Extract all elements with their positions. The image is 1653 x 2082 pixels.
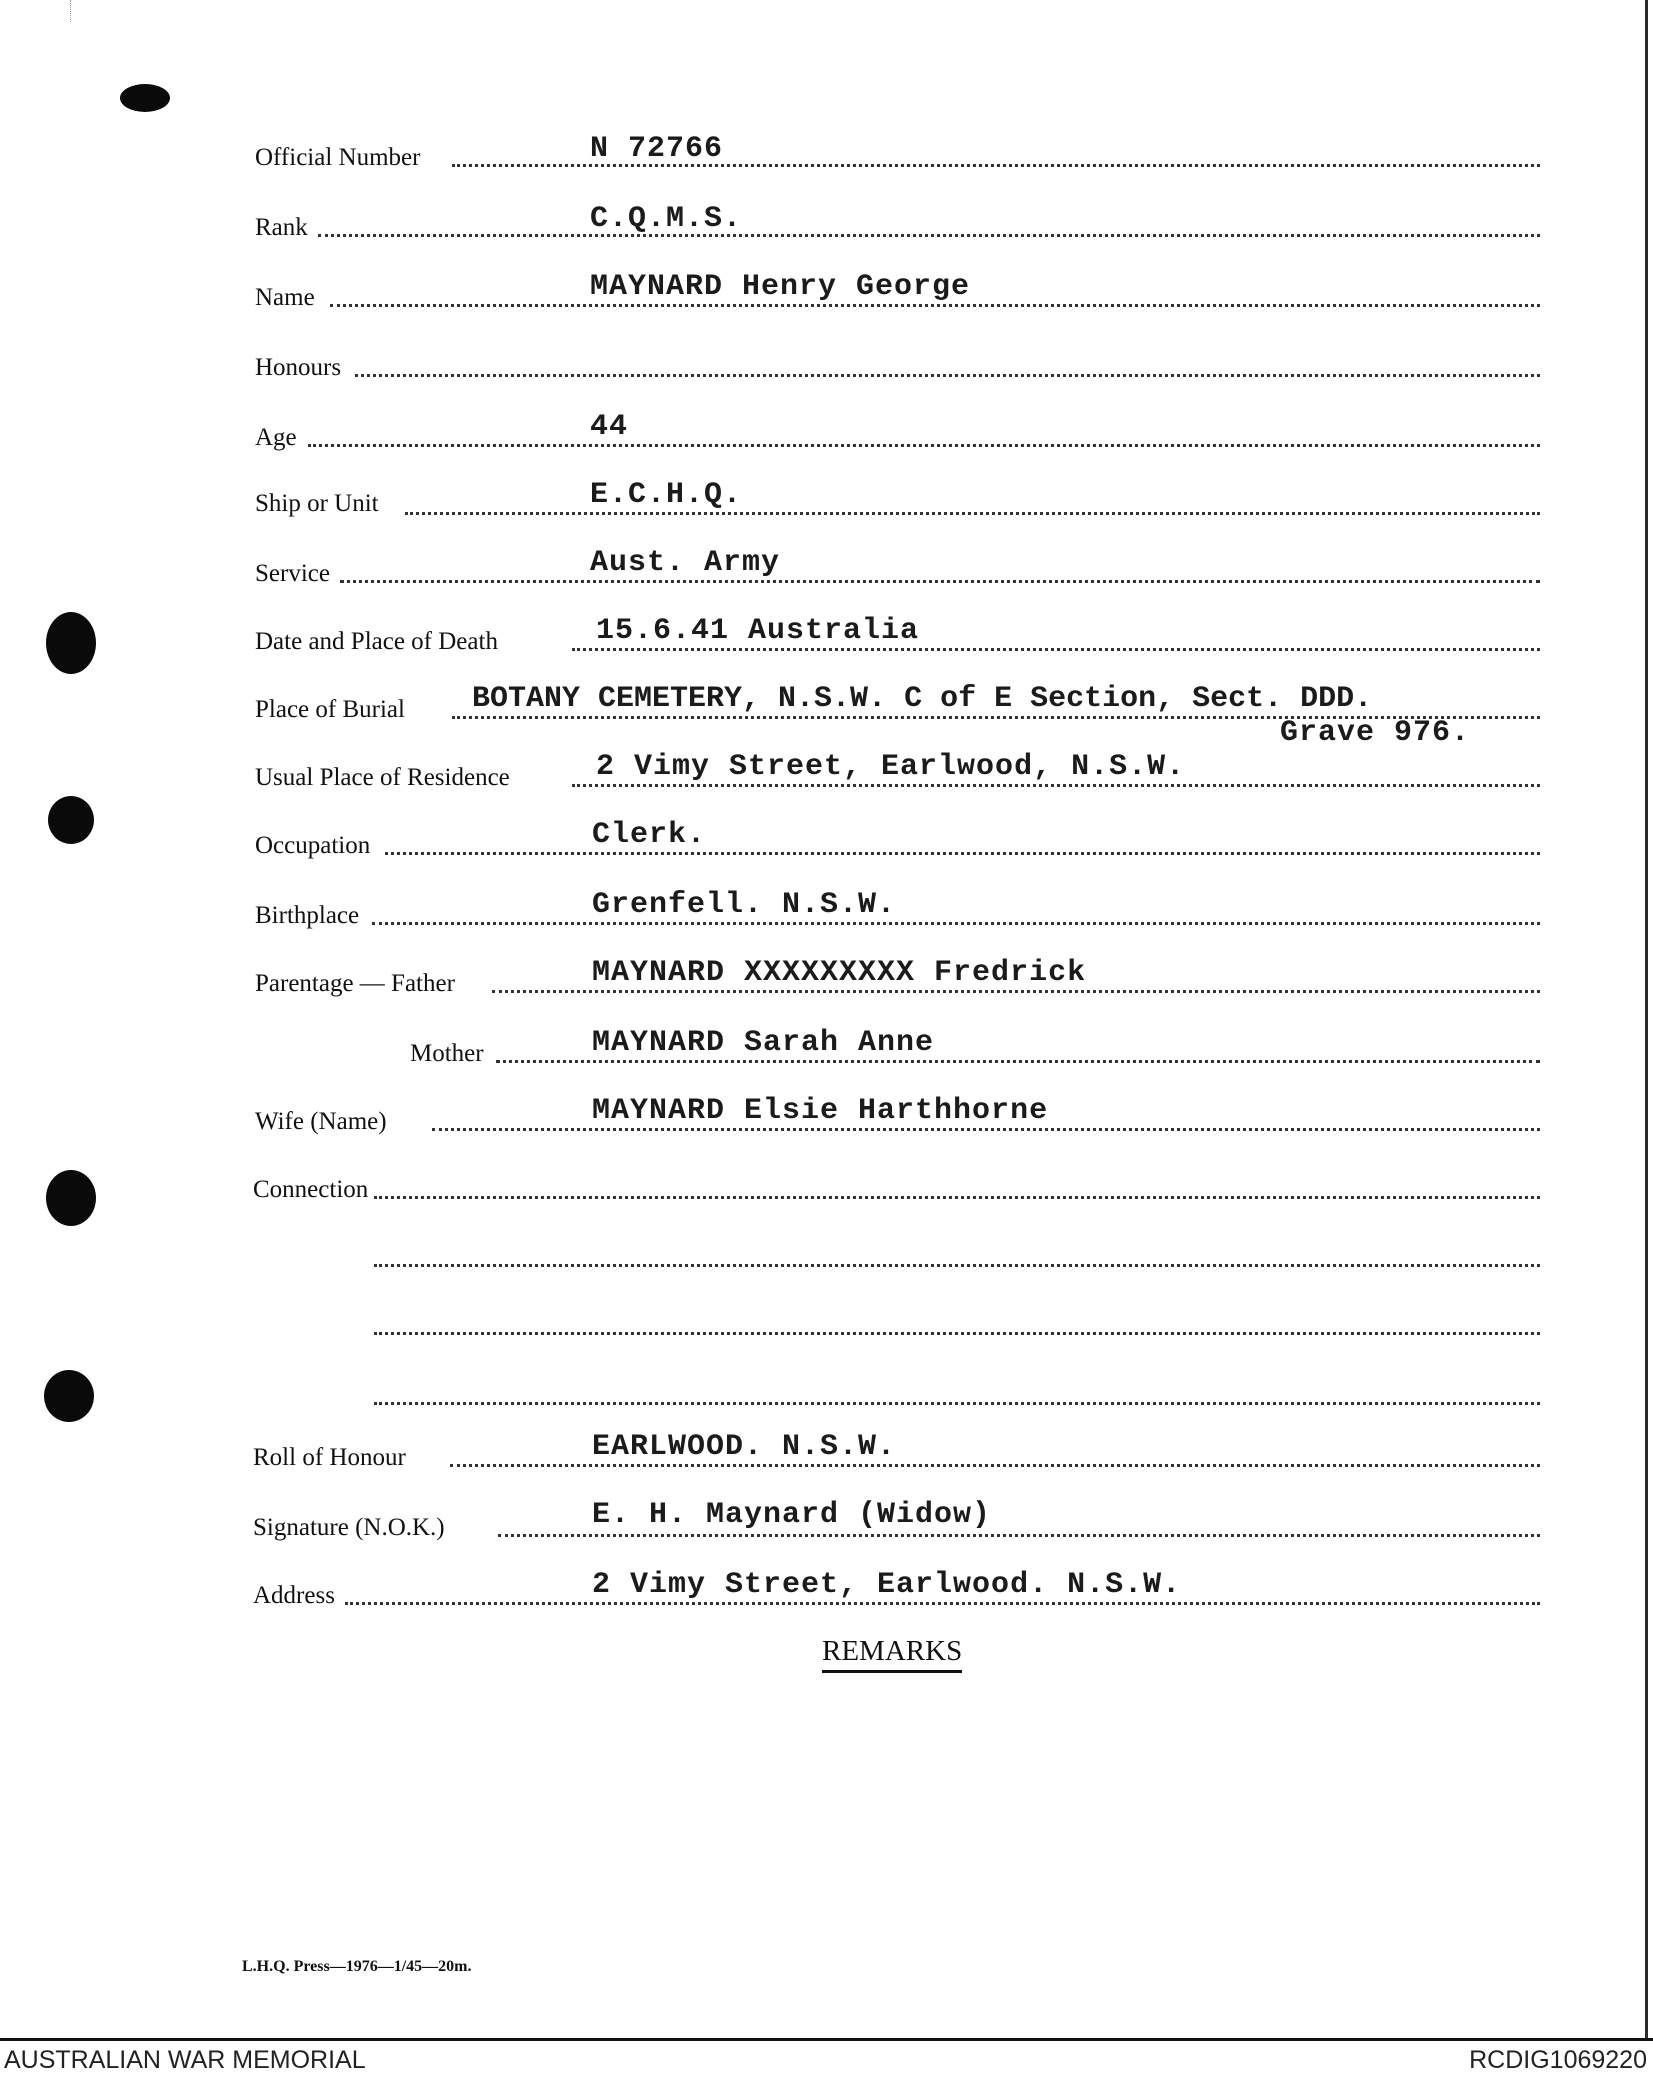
dotted-line <box>374 1264 1540 1267</box>
dotted-line <box>374 1402 1540 1405</box>
value-signature: E. H. Maynard (Widow) <box>592 1498 992 1532</box>
value-place-of-burial: BOTANY CEMETERY, N.S.W. C of E Section, Sect. DDD. <box>472 682 1373 716</box>
label-wife: Wife (Name) <box>255 1108 387 1135</box>
dotted-line <box>498 1534 1540 1537</box>
dotted-line <box>450 1464 1540 1467</box>
label-age: Age <box>255 424 297 451</box>
dotted-line <box>318 234 1540 237</box>
dotted-line <box>308 444 1540 447</box>
punch-hole <box>120 84 170 112</box>
footer-record-id: RCDIG1069220 <box>1469 2046 1647 2074</box>
label-signature: Signature (N.O.K.) <box>253 1514 445 1541</box>
page-edge <box>1645 0 1648 2040</box>
value-roll-of-honour: EARLWOOD. N.S.W. <box>592 1430 897 1464</box>
punch-hole <box>46 612 96 674</box>
label-birthplace: Birthplace <box>255 902 360 929</box>
value-ship-or-unit: E.C.H.Q. <box>590 478 743 512</box>
dotted-line <box>345 1602 1540 1605</box>
dotted-line <box>572 648 1540 651</box>
dotted-line <box>385 852 1540 855</box>
dotted-line <box>405 512 1540 515</box>
label-name: Name <box>255 284 315 311</box>
value-occupation: Clerk. <box>592 818 707 852</box>
dotted-line <box>432 1128 1540 1131</box>
dotted-line <box>496 1060 1540 1063</box>
label-honours: Honours <box>255 354 342 381</box>
value-address: 2 Vimy Street, Earlwood. N.S.W. <box>592 1568 1182 1602</box>
value-place-of-burial-grave: Grave 976. <box>1280 716 1471 750</box>
page-corner-mark <box>70 0 111 22</box>
label-rank: Rank <box>255 214 308 241</box>
label-place-of-burial: Place of Burial <box>255 696 405 723</box>
label-service: Service <box>255 560 330 587</box>
value-official-number: N 72766 <box>590 132 724 166</box>
label-official-number: Official Number <box>255 144 421 171</box>
value-rank: C.Q.M.S. <box>590 202 743 236</box>
value-service: Aust. Army <box>590 546 781 580</box>
dotted-line <box>492 990 1540 993</box>
value-mother: MAYNARD Sarah Anne <box>592 1026 935 1060</box>
value-date-place-of-death: 15.6.41 Australia <box>596 614 920 648</box>
footer-rule <box>0 2038 1653 2041</box>
label-roll-of-honour: Roll of Honour <box>253 1444 406 1471</box>
value-name: MAYNARD Henry George <box>590 270 971 304</box>
value-birthplace: Grenfell. N.S.W. <box>592 888 897 922</box>
value-age: 44 <box>590 410 629 444</box>
dotted-line <box>374 1332 1540 1335</box>
value-father: MAYNARD XXXXXXXXX Fredrick <box>592 956 1087 990</box>
dotted-line <box>372 922 1540 925</box>
value-usual-residence: 2 Vimy Street, Earlwood, N.S.W. <box>596 750 1186 784</box>
dotted-line <box>355 374 1540 377</box>
punch-hole <box>48 796 94 844</box>
value-wife: MAYNARD Elsie Harthhorne <box>592 1094 1049 1128</box>
label-parentage-father: Parentage — Father <box>255 970 455 997</box>
label-ship-or-unit: Ship or Unit <box>255 490 379 517</box>
remarks-heading: REMARKS <box>822 1635 962 1673</box>
punch-hole <box>44 1370 94 1422</box>
dotted-line <box>374 1196 1540 1199</box>
label-occupation: Occupation <box>255 832 371 859</box>
dotted-line <box>572 784 1540 787</box>
label-connection: Connection <box>253 1176 369 1203</box>
punch-hole <box>46 1170 96 1226</box>
label-address: Address <box>253 1582 335 1609</box>
label-mother: Mother <box>410 1040 484 1067</box>
dotted-line <box>330 304 1540 307</box>
dotted-line <box>340 580 1540 583</box>
label-usual-residence: Usual Place of Residence <box>255 764 510 791</box>
label-date-place-of-death: Date and Place of Death <box>255 628 498 655</box>
footer-archive-name: AUSTRALIAN WAR MEMORIAL <box>4 2046 366 2074</box>
press-mark: L.H.Q. Press—1976—1/45—20m. <box>242 1958 472 1975</box>
